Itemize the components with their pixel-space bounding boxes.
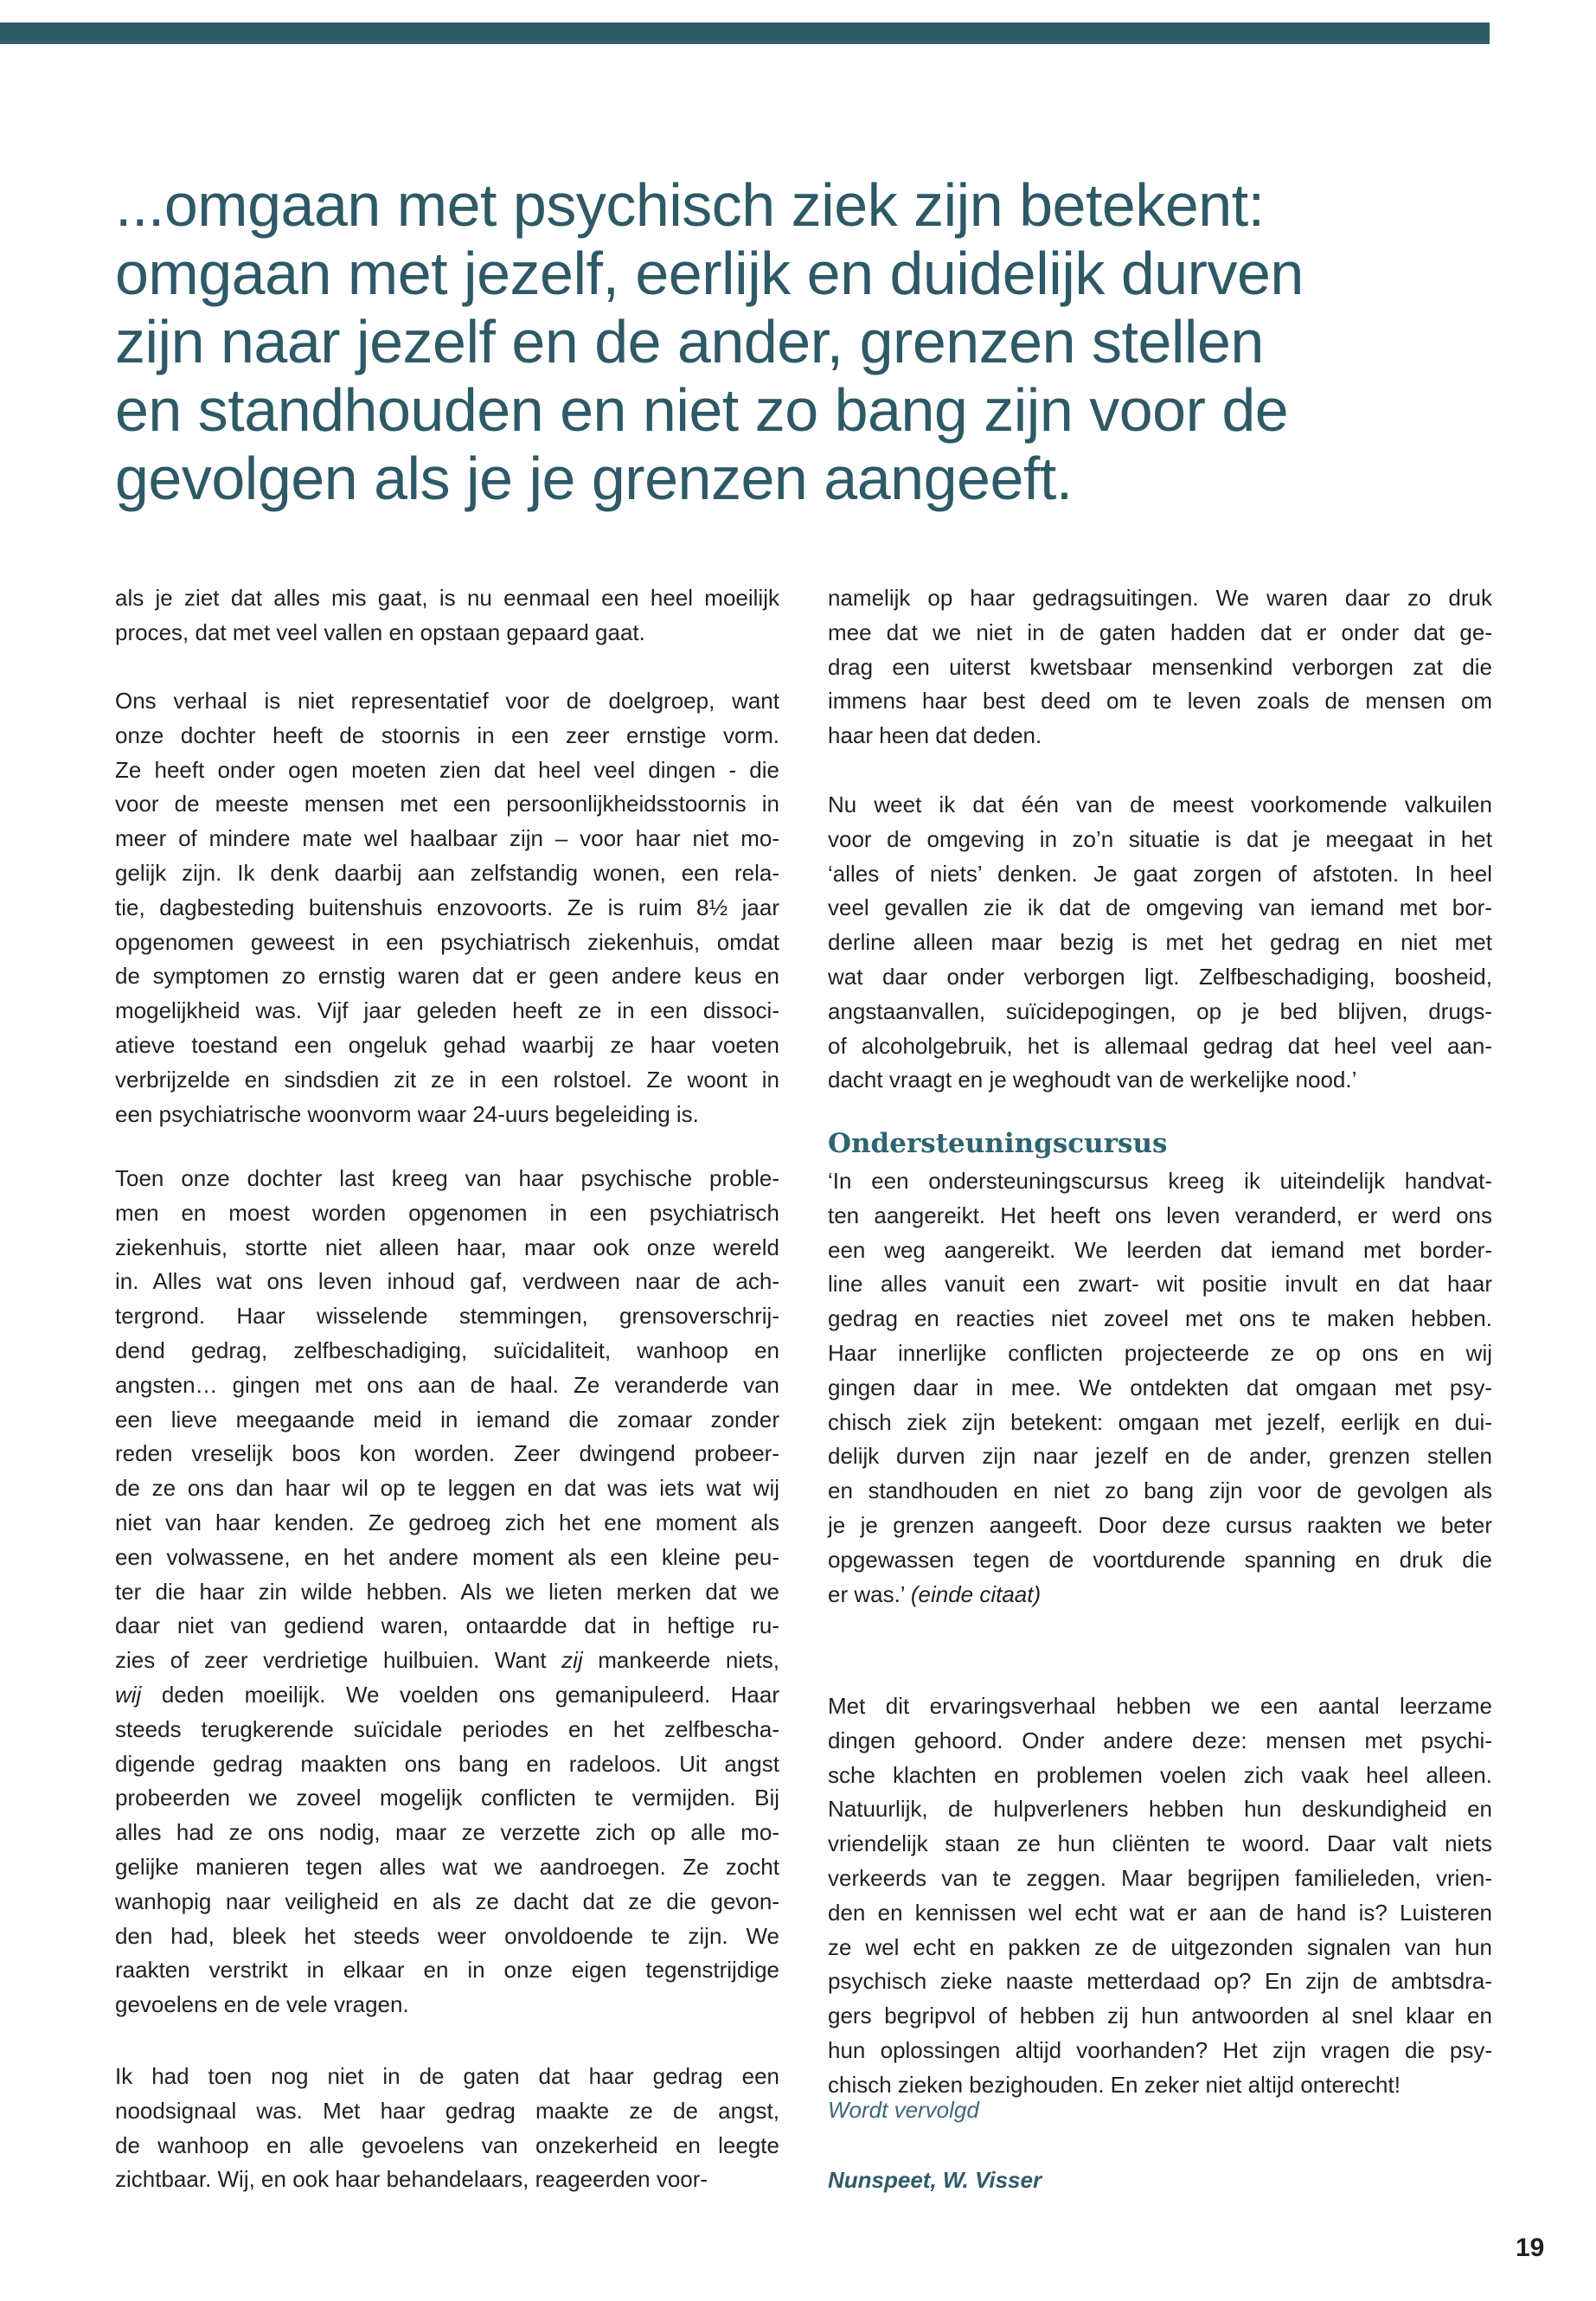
text-line: voor de meeste mensen met een persoonlijkheidsstoornis in [115,791,779,817]
text-line: delijk durven zijn naar jezelf en de ander, grenzen stellen [828,1443,1492,1470]
text-line: ‘In een ondersteuningscursus kreeg ik uiteindelijk handvat- [828,1168,1492,1194]
text-line: noodsignaal was. Met haar gedrag maakte ze de angst, [115,2097,779,2124]
text-line: chisch zieken bezighouden. En zeker niet altijd onterecht! [828,2071,1401,2098]
text-line: gevoelens en de vele vragen. [115,1991,409,2018]
text-line: atieve toestand een ongeluk gehad waarbij ze haar voeten [115,1031,779,1058]
text-line: de ze ons dan haar wil op te leggen en dat was iets wat wij [115,1475,779,1502]
text-line: derline alleen maar bezig is met het gedrag en niet met [828,929,1492,956]
text-line: Nu weet ik dat één van de meest voorkomende valkuilen [828,792,1492,817]
pull-quote-line: gevolgen als je je grenzen aangeeft. [115,445,1073,512]
section-heading: Ondersteuningscursus [828,1128,1168,1159]
text-line: en standhouden en niet zo bang zijn voor de gevolgen als [828,1477,1492,1504]
text-line: hun oplossingen altijd voorhanden? Het zijn vragen die psy- [828,2036,1492,2063]
text-line: ziekenhuis, stortte niet alleen haar, maar ook onze wereld [115,1234,779,1260]
pull-quote [115,171,1516,513]
text-line: niet van haar kenden. Ze gedroeg zich het ene moment als [115,1509,779,1535]
text-line: tergrond. Haar wisselende stemmingen, grensoverschrij- [115,1303,779,1330]
text-line: steeds terugkerende suïcidale periodes en het zelfbescha- [115,1715,779,1742]
text-line: ter die haar zin wilde hebben. Als we lieten merken dat we [115,1578,779,1605]
pull-quote-line: zijn naar jezelf en de ander, grenzen stellen [115,308,1264,375]
text-line: Natuurlijk, de hulpverleners hebben hun deskundigheid en [828,1796,1492,1823]
text-line: alles had ze ons nodig, maar ze verzette zich op alle mo- [115,1819,779,1846]
paragraph [828,788,1492,1098]
text-line: wat daar onder verborgen ligt. Zelfbeschadiging, boosheid, [828,963,1492,990]
text-line: als je ziet dat alles mis gaat, is nu eenmaal een heel moeilijk [115,585,779,611]
paragraph [115,581,779,651]
text-line: digende gedrag maakten ons bang en radeloos. Uit angst [115,1750,779,1777]
text-line: raakten verstrikt in elkaar en in onze eigen tegenstrijdige [115,1957,779,1984]
text-line [115,1678,779,1713]
italic-text: (einde citaat) [910,1580,1042,1607]
text-line: de symptomen zo ernstig waren dat er geen andere keus en [115,963,779,990]
text-span: zies of zeer verdrietige huilbuien. Want [115,1647,562,1674]
text-line: psychisch zieke naaste metterdaad op? En zijn de ambtsdra- [828,1968,1492,1995]
text-line: gingen daar in mee. We ontdekten dat omgaan met psy- [828,1374,1492,1400]
text-line: den had, bleek het steeds weer onvoldoende te zijn. We [115,1922,779,1949]
pull-quote-line: omgaan met jezelf, eerlijk en duidelijk durven [115,240,1304,307]
text-line: proces, dat met veel vallen en opstaan gepaard gaat. [115,619,645,645]
text-line: dingen gehoord. Onder andere deze: mensen met psychi- [828,1727,1492,1753]
text-line: mee dat we niet in de gaten hadden dat er onder dat ge- [828,619,1492,645]
text-line: angsten… gingen met ons aan de haal. Ze veranderde van [115,1371,779,1398]
text-line: ‘alles of niets’ denken. Je gaat zorgen of afstoten. In heel [828,860,1492,887]
text-line: daar niet van gediend waren, ontaardde dat in heftige ru- [115,1612,779,1639]
text-line: angstaanvallen, suïcidepogingen, op je bed blijven, drugs- [828,997,1492,1024]
text-line: verkeerds van te zeggen. Maar begrijpen familieleden, vrien- [828,1864,1492,1891]
text-line: meer of mindere mate wel haalbaar zijn – voor haar niet mo- [115,825,779,852]
continued-note: Wordt vervolgd [828,2097,979,2123]
text-span: deden moeilijk. We voelden ons gemanipuleerd. Haar [141,1681,779,1708]
text-line [115,1644,779,1678]
paragraph [115,2060,779,2197]
text-line: gelijke manieren tegen alles wat we aandroegen. Ze zocht [115,1853,779,1880]
text-line: namelijk op haar gedragsuitingen. We waren daar zo druk [828,585,1492,611]
italic-text: zij [561,1647,583,1674]
text-line: ze wel echt en pakken ze de uitgezonden signalen van hun [828,1933,1492,1960]
text-line: voor de omgeving in zo’n situatie is dat je meegaat in het [828,825,1492,852]
text-line: zichtbaar. Wij, en ook haar behandelaars, reageerden voor- [115,2166,708,2193]
text-line: probeerden we zoveel mogelijk conflicten te vermijden. Bij [115,1785,779,1811]
text-line: gelijk zijn. Ik denk daarbij aan zelfstandig wonen, een rela- [115,859,779,886]
text-line: de wanhoop en alle gevoelens van onzekerheid en leegte [115,2131,779,2158]
text-line: Met dit ervaringsverhaal hebben we een aantal leerzame [828,1693,1492,1719]
text-line: chisch ziek zijn betekent: omgaan met jezelf, eerlijk en dui- [828,1408,1492,1435]
text-line: gedrag en reacties niet zoveel met ons te maken hebben. [828,1305,1492,1332]
text-line: opgenomen geweest in een psychiatrisch ziekenhuis, omdat [115,928,779,955]
author-signature: Nunspeet, W. Visser [828,2167,1042,2193]
text-line [828,1578,1492,1612]
paragraph [828,581,1492,753]
text-line: Ik had toen nog niet in de gaten dat haar gedrag een [115,2063,779,2089]
text-line: Haar innerlijke conflicten projecteerde ze op ons en wij [828,1339,1492,1366]
text-line: opgewassen tegen de voortdurende spanning en druk die [828,1546,1492,1573]
text-line: line alles vanuit een zwart- wit positie invult en dat haar [828,1271,1492,1298]
text-line: een psychiatrische woonvorm waar 24-uurs begeleiding is. [115,1100,699,1127]
text-line: tie, dagbesteding buitenshuis enzovoorts. Ze is ruim 8½ jaar [115,894,779,920]
paragraph [115,1162,779,2022]
text-line: gers begripvol of hebben zij hun antwoorden al snel klaar en [828,2003,1492,2029]
text-line: Ons verhaal is niet representatief voor de doelgroep, want [115,688,779,714]
text-line: den en kennissen wel echt wat er aan de hand is? Luisteren [828,1899,1492,1926]
text-line: drag een uiterst kwetsbaar mensenkind verborgen zat die [828,653,1492,680]
page-number: 19 [1516,2234,1545,2262]
text-line: dend gedrag, zelfbeschadiging, suïcidaliteit, wanhoop en [115,1336,779,1363]
text-line: reden vreselijk boos kon worden. Zeer dwingend probeer- [115,1440,779,1467]
text-span: mankeerde niets, [582,1647,779,1674]
pull-quote-line: ...omgaan met psychisch ziek zijn betekent: [115,171,1265,239]
text-line: Ze heeft onder ogen moeten zien dat heel veel dingen - die [115,756,779,783]
text-line: verbrijzelde en sindsdien zit ze in een rolstoel. Ze woont in [115,1066,779,1093]
pull-quote-line: en standhouden en niet zo bang zijn voor de [115,376,1289,444]
text-line: onze dochter heeft de stoornis in een zeer ernstige vorm. [115,721,779,748]
text-line: in. Alles wat ons leven inhoud gaf, verdween naar de ach- [115,1268,779,1295]
text-line: veel gevallen zie ik dat de omgeving van iemand met bor- [828,894,1492,921]
text-line: sche klachten en problemen voelen zich vaak heel alleen. [828,1761,1492,1788]
text-line: een volwassene, en het andere moment als een kleine peu- [115,1543,779,1570]
text-line: ten aangereikt. Het heeft ons leven veranderd, er werd ons [828,1202,1492,1228]
text-line: men en moest worden opgenomen in een psychiatrisch [115,1199,779,1226]
text-line: of alcoholgebruik, het is allemaal gedrag dat heel veel aan- [828,1032,1492,1059]
text-line: immens haar best deed om te leven zoals de mensen om [828,688,1492,715]
text-line: wanhopig naar veiligheid en als ze dacht dat ze die gevon- [115,1888,779,1914]
text-line: vriendelijk staan ze hun cliënten te woord. Daar valt niets [828,1830,1492,1857]
text-line: dacht vraagt en je weghoudt van de werkelijke nood.’ [828,1067,1357,1093]
text-line: een lieve meegaande meid in iemand die zomaar zonder [115,1406,779,1433]
header-accent-bar [0,22,1490,44]
text-line: mogelijkheid was. Vijf jaar geleden heeft ze in een dissoci- [115,997,779,1024]
text-line: haar heen dat deden. [828,722,1042,749]
text-span: er was.’ [828,1580,911,1607]
paragraph [828,1689,1492,2103]
text-line: een weg aangereikt. We leerden dat iemand met border- [828,1236,1492,1263]
text-line: Toen onze dochter last kreeg van haar psychische proble- [115,1165,779,1191]
italic-text: wij [115,1681,142,1708]
paragraph [828,1164,1492,1612]
text-line: je je grenzen aangeeft. Door deze cursus raakten we beter [828,1511,1492,1538]
paragraph [115,684,779,1131]
